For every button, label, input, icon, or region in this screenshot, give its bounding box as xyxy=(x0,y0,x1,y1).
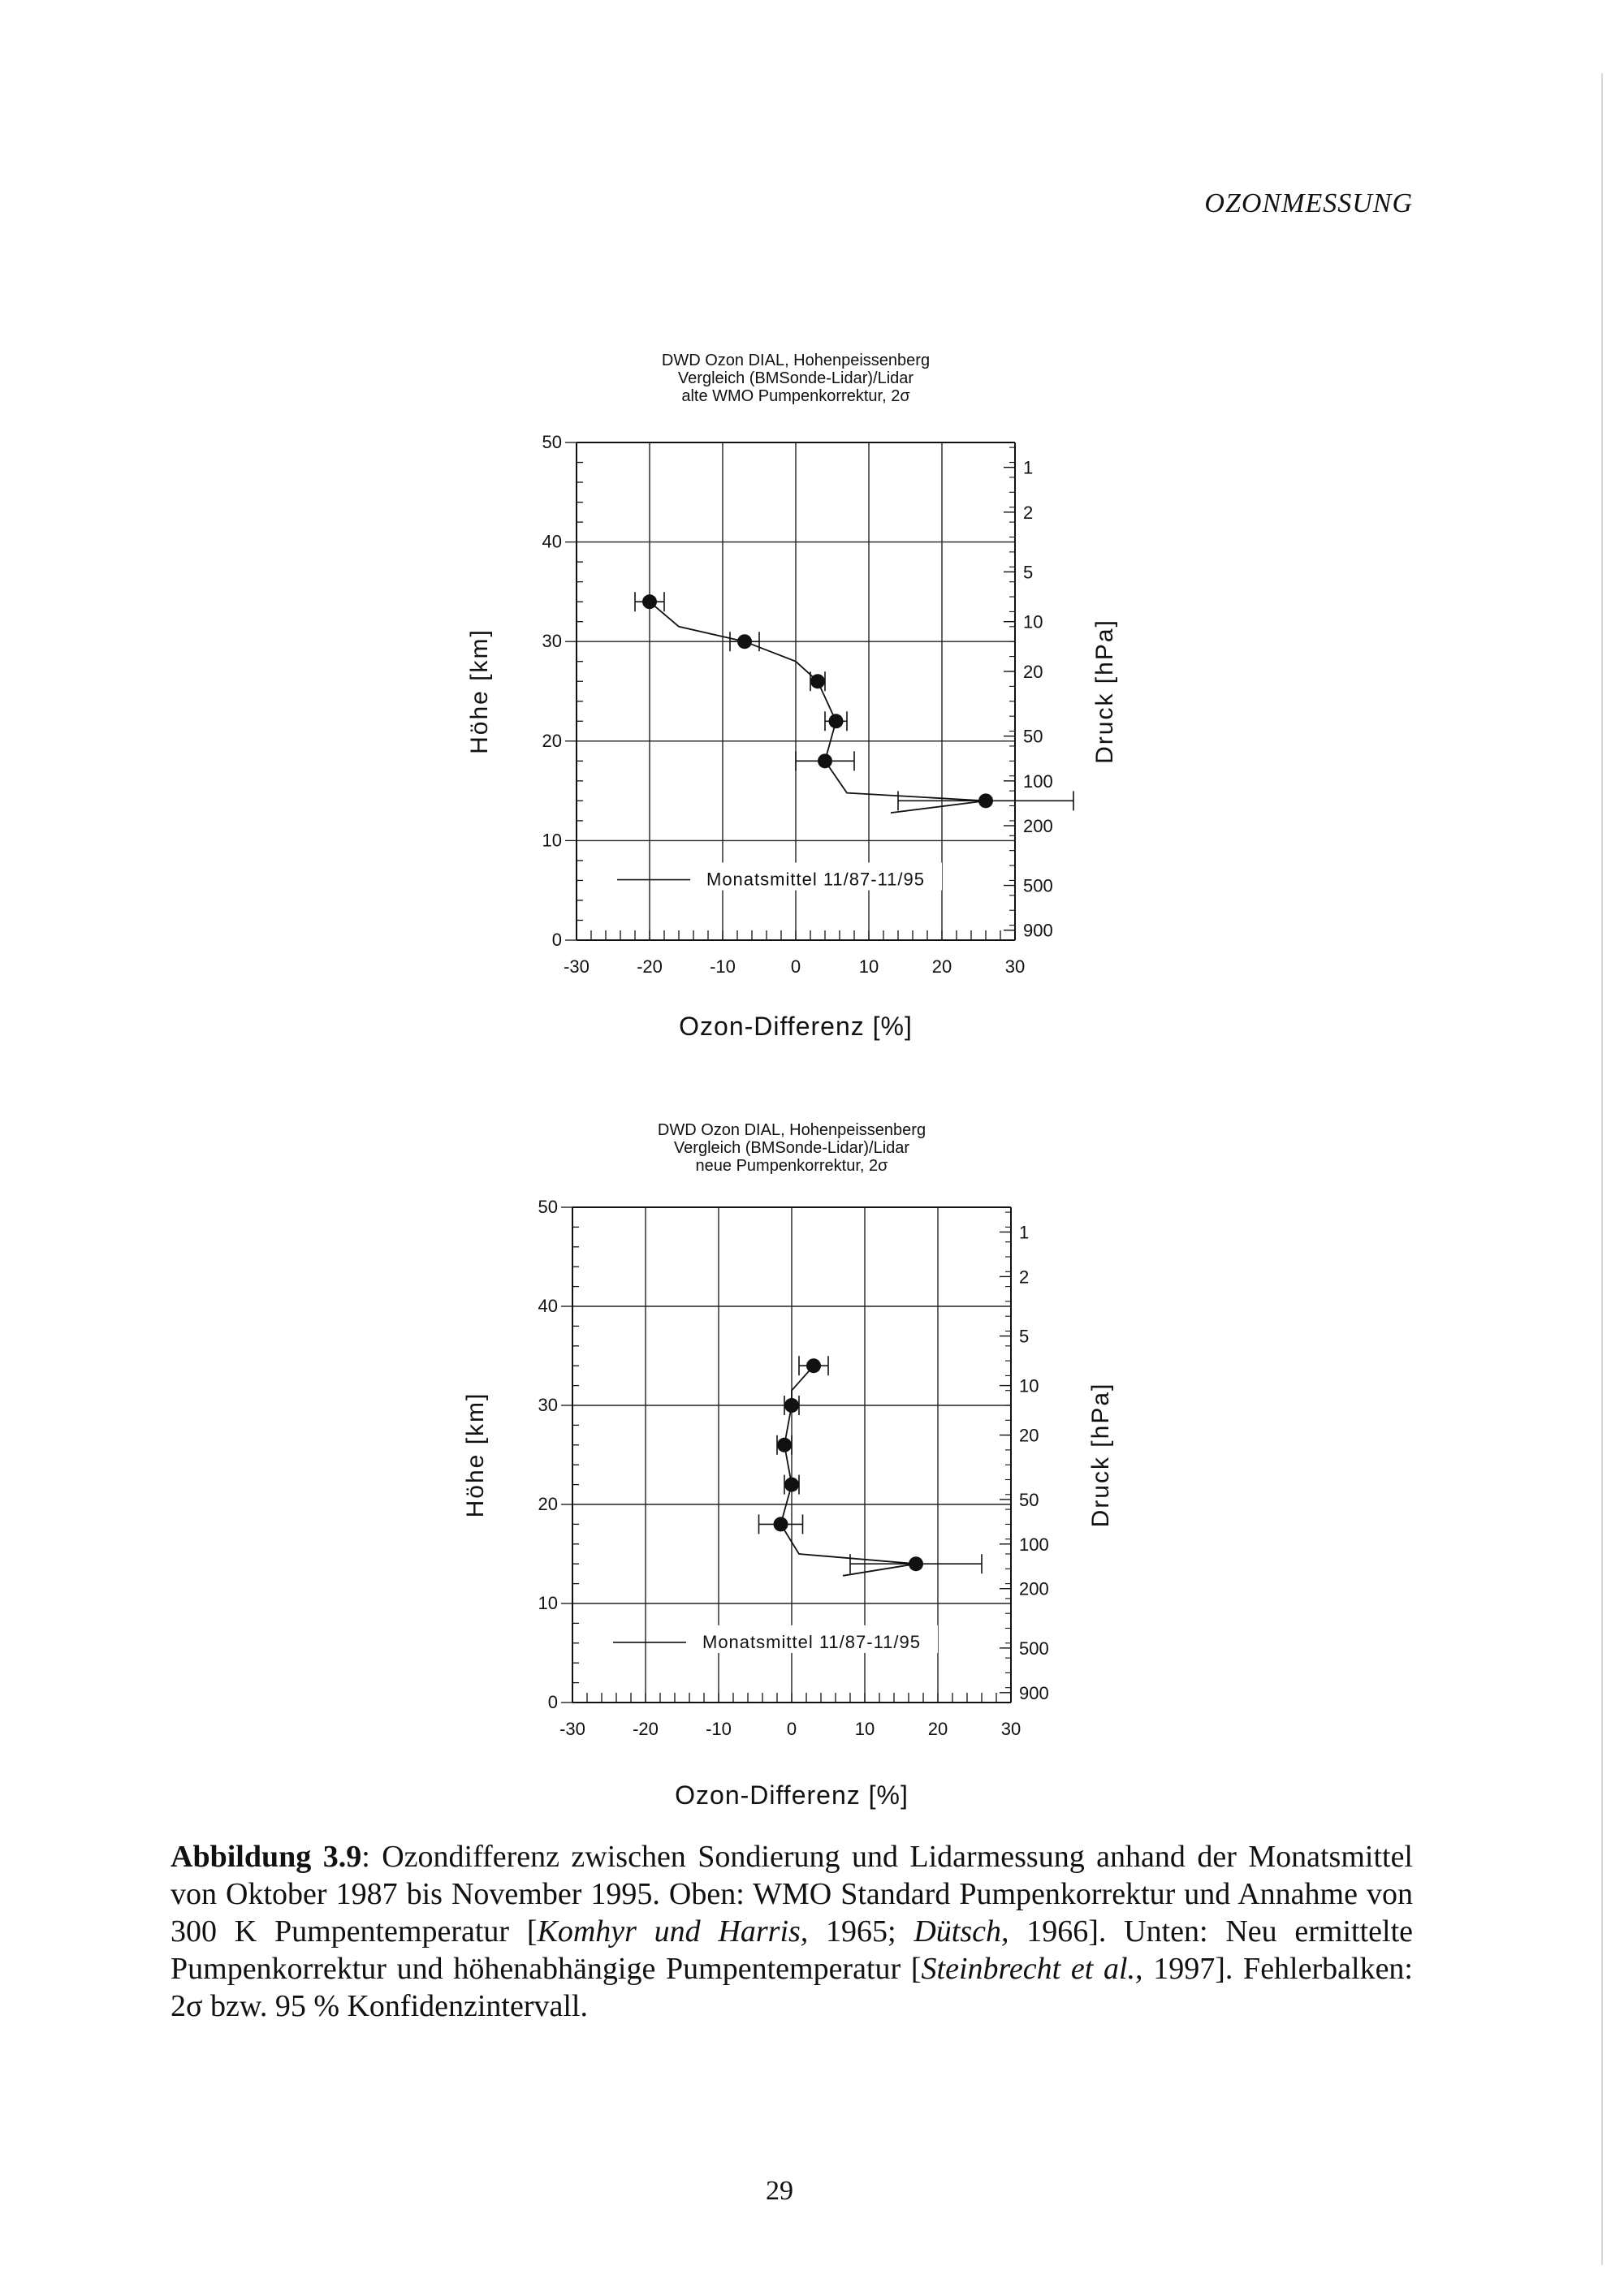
chart-title-line: Vergleich (BMSonde-Lidar)/Lidar xyxy=(677,369,914,387)
figure-caption xyxy=(171,1838,1413,2025)
y-tick-label: 10 xyxy=(538,1593,558,1613)
caption-part: 1997]. Fehlerbalken: 2σ bzw. 95 % Konfidenzintervall. xyxy=(171,1952,1413,2023)
y2-tick-label: 50 xyxy=(1019,1489,1039,1510)
chart-2 xyxy=(462,1121,1114,1810)
chart-title-line: neue Pumpenkorrektur, 2σ xyxy=(695,1157,888,1175)
y-axis-label: Höhe [km] xyxy=(466,628,493,754)
y2-tick-label: 900 xyxy=(1023,920,1053,941)
data-point xyxy=(737,634,752,649)
data-point xyxy=(806,1358,821,1373)
caption-part: : Ozondifferenz zwischen Sondierung und Lidarmessung anhand der Monatsmittel von Oktober 1987 bis November 1995. Oben: WMO Standard Pumpenkorrektur und Annahme von 300 K Pumpentemperatur [ xyxy=(171,1840,1413,1949)
data-point xyxy=(818,753,832,768)
y2-tick-label: 200 xyxy=(1019,1578,1049,1599)
x-tick-label: 20 xyxy=(927,1719,948,1739)
y2-tick-label: 5 xyxy=(1023,562,1034,583)
y-tick-label: 40 xyxy=(538,1296,558,1316)
y-tick-label: 30 xyxy=(538,1395,558,1415)
x-tick-label: 30 xyxy=(1004,956,1026,977)
x-tick-label: -10 xyxy=(706,1719,732,1739)
x-tick-label: -30 xyxy=(564,956,590,977)
x-tick-label: -10 xyxy=(710,956,736,977)
chart-1 xyxy=(466,352,1118,1041)
y2-tick-label: 200 xyxy=(1023,816,1053,837)
data-point xyxy=(642,594,657,609)
y-axis-label: Höhe [km] xyxy=(462,1392,489,1518)
data-point xyxy=(784,1478,799,1492)
caption-label: Abbildung 3.9 xyxy=(171,1840,362,1874)
data-point xyxy=(784,1398,799,1413)
chart-title-line: Vergleich (BMSonde-Lidar)/Lidar xyxy=(673,1139,910,1157)
x-tick-label: -30 xyxy=(559,1719,585,1739)
caption-part: Komhyr und Harris, xyxy=(537,1914,809,1949)
data-point xyxy=(777,1438,792,1452)
y2-tick-label: 10 xyxy=(1023,611,1043,632)
y2-tick-label: 100 xyxy=(1019,1534,1049,1555)
running-head: OZONMESSUNG xyxy=(1204,188,1413,218)
y2-tick-label: 500 xyxy=(1019,1638,1049,1659)
x-tick-label: 30 xyxy=(1000,1719,1021,1739)
y-tick-label: 50 xyxy=(542,432,562,452)
y-tick-label: 50 xyxy=(538,1197,558,1217)
y2-tick-label: 20 xyxy=(1019,1425,1039,1446)
y2-tick-label: 900 xyxy=(1019,1682,1049,1703)
chart-title-line: alte WMO Pumpenkorrektur, 2σ xyxy=(681,387,910,405)
series-line xyxy=(781,1366,917,1576)
x-tick-label: 0 xyxy=(790,956,801,977)
data-point xyxy=(774,1517,788,1531)
chart-title-line: DWD Ozon DIAL, Hohenpeissenberg xyxy=(661,352,931,369)
y2-tick-label: 500 xyxy=(1023,875,1053,896)
y2-tick-label: 2 xyxy=(1023,502,1034,523)
caption-part: Steinbrecht et al., xyxy=(921,1952,1143,1986)
data-point xyxy=(810,674,825,688)
caption-part: Dütsch, xyxy=(914,1914,1009,1949)
y-tick-label: 10 xyxy=(542,830,562,851)
series-line xyxy=(650,602,986,813)
data-point xyxy=(829,714,844,728)
y-tick-label: 40 xyxy=(542,531,562,552)
x-axis-label: Ozon-Differenz [%] xyxy=(675,1780,909,1810)
data-point xyxy=(909,1556,923,1571)
x-tick-label: 0 xyxy=(786,1719,797,1739)
y2-tick-label: 20 xyxy=(1023,661,1043,682)
y2-tick-label: 1 xyxy=(1023,457,1034,478)
chart-title-line: DWD Ozon DIAL, Hohenpeissenberg xyxy=(657,1121,926,1139)
y-tick-label: 0 xyxy=(547,1692,558,1712)
x-axis-label: Ozon-Differenz [%] xyxy=(679,1012,913,1041)
y-tick-label: 20 xyxy=(542,730,562,751)
y2-tick-label: 2 xyxy=(1019,1267,1030,1288)
page-number: 29 xyxy=(766,2176,793,2206)
y2-tick-label: 5 xyxy=(1019,1326,1030,1347)
y2-axis-label: Druck [hPa] xyxy=(1091,619,1118,764)
x-tick-label: -20 xyxy=(637,956,663,977)
x-tick-label: 10 xyxy=(854,1719,875,1739)
x-tick-label: 10 xyxy=(858,956,879,977)
y-tick-label: 0 xyxy=(551,930,562,950)
y2-tick-label: 50 xyxy=(1023,726,1043,747)
data-point xyxy=(978,793,993,808)
caption-part: 1965; xyxy=(808,1914,914,1949)
caption-part: 1966]. Unten: Neu ermittelte Pumpenkorrektur und höhenabhängige Pumpentemperatur [ xyxy=(171,1914,1413,1986)
x-tick-label: 20 xyxy=(931,956,952,977)
y2-tick-label: 100 xyxy=(1023,770,1053,792)
y2-tick-label: 10 xyxy=(1019,1375,1039,1396)
y-tick-label: 30 xyxy=(542,631,562,652)
y2-tick-label: 1 xyxy=(1019,1222,1030,1243)
legend-label: Monatsmittel 11/87-11/95 xyxy=(706,869,925,890)
x-tick-label: -20 xyxy=(633,1719,659,1739)
y-tick-label: 20 xyxy=(538,1494,558,1514)
y2-axis-label: Druck [hPa] xyxy=(1087,1382,1114,1528)
legend-label: Monatsmittel 11/87-11/95 xyxy=(702,1631,921,1652)
